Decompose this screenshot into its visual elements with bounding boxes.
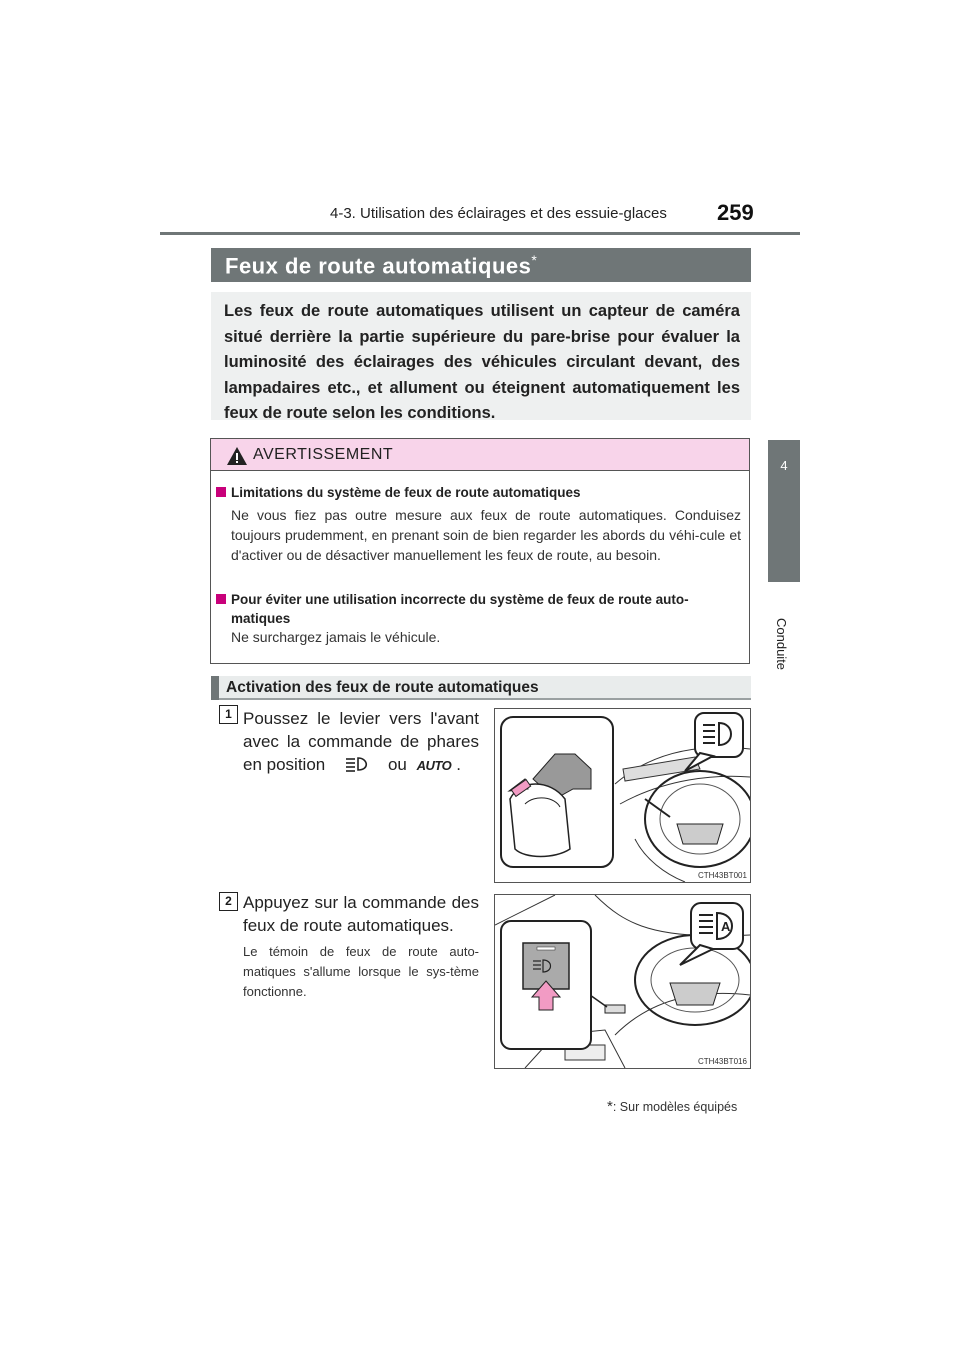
section-title — [225, 252, 537, 279]
step-2-text: Appuyez sur la commande des feux de route automatiques. — [243, 893, 479, 935]
subsection-title: Activation des feux de route automatiques — [226, 679, 539, 696]
intro-text: Les feux de route automatiques utilisent un capteur de caméra situé derrière la partie supérieure du pare-brise pour évaluer la luminosité des éclairages des véhicules circulant devant, des lampadaires etc., et allument ou éteignent automatiquement les feux de route selon les conditions. — [224, 302, 740, 422]
step-number-badge: 2 — [219, 892, 238, 911]
chapter-number: 4 — [780, 458, 788, 473]
chapter-label — [771, 618, 793, 678]
page-number: 259 — [717, 200, 754, 225]
high-beam-icon — [344, 755, 376, 773]
auto-icon: AUTO — [416, 758, 452, 773]
step-1-text-main: Poussez le levier vers l'avant avec la commande de phares en position — [243, 709, 479, 774]
header-section-title: 4-3. Utilisation des éclairages et des essuie-glaces — [330, 205, 667, 222]
image-code: CTH43BT001 — [698, 871, 747, 880]
switch-illustration-drawing — [495, 895, 750, 1068]
subsection-stripe — [211, 676, 219, 700]
footnote-mark: * — [607, 1098, 613, 1115]
header-rule — [160, 232, 800, 235]
square-bullet-icon — [216, 487, 226, 497]
warning-item-title-text: Limitations du système de feux de route automatiques — [231, 485, 581, 500]
lever-illustration-drawing — [495, 709, 750, 882]
warning-item-body: Ne vous fiez pas outre mesure aux feux de route automatiques. Conduisez toujours prudemment, en prenant soin de bien regarder les abords du véhi-cule et d'activer ou de désactiver manuellement les feux de route, au besoin. — [231, 507, 741, 563]
svg-text:A: A — [721, 919, 731, 934]
step-1-text-or: ou — [387, 755, 407, 774]
square-bullet-icon — [216, 594, 226, 604]
footnote — [607, 1098, 737, 1115]
image-code: CTH43BT016 — [698, 1057, 747, 1066]
equipment-mark: * — [531, 252, 538, 268]
footnote-text: : Sur modèles équipés — [612, 1100, 738, 1114]
warning-item-body: Ne surchargez jamais le véhicule. — [231, 629, 441, 645]
lever-illustration — [494, 708, 751, 883]
warning-title: AVERTISSEMENT — [253, 446, 394, 463]
step-number-badge: 1 — [219, 705, 238, 724]
warning-item-title — [216, 590, 742, 628]
warning-item-title — [216, 485, 742, 500]
chapter-label-text: Conduite — [774, 618, 789, 671]
switch-illustration — [494, 894, 751, 1069]
warning-triangle-icon — [226, 446, 248, 466]
step-1-text — [243, 707, 479, 777]
step-2-note: Le témoin de feux de route auto-matiques s'allume lorsque le sys-tème fonctionne. — [243, 944, 479, 999]
section-title-text: Feux de route automatiques — [225, 253, 532, 279]
step-1-text-end: . — [456, 755, 461, 774]
warning-item-title-text: Pour éviter une utilisation incorrecte du système de feux de route auto-matiques — [231, 592, 689, 626]
